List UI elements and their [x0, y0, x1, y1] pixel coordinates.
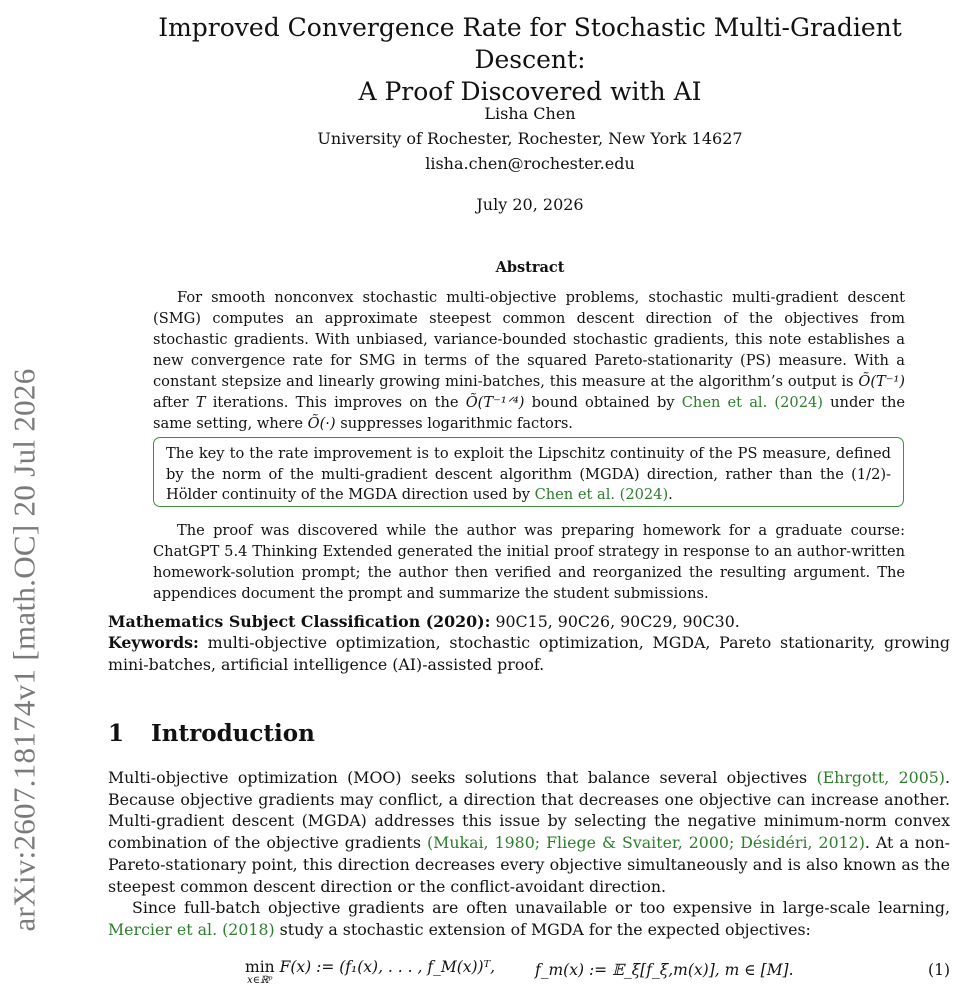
arxiv-id: arXiv:2607.18174v1 [math.OC] 20 Jul 2026: [7, 368, 43, 932]
author-email: lisha.chen@rochester.edu: [425, 154, 635, 173]
intro-text: . At a non-Pareto-stationary point, this direction decreases every objective simultaneously and is also known as the steepest common descent direction or the conflict-avoidant direction.: [108, 833, 950, 896]
rate-improved: Õ(T⁻¹): [858, 373, 905, 390]
citation-link[interactable]: (Ehrgott, 2005): [816, 768, 945, 787]
citation-link[interactable]: Chen et al. (2024): [681, 394, 823, 411]
abstract-text: iterations. This improves on the: [205, 394, 466, 411]
abstract-paragraph-1: [153, 287, 905, 434]
big-o-notation: Õ(·): [307, 415, 336, 432]
iterations-symbol: T: [195, 394, 206, 411]
keywords-label: Keywords:: [108, 633, 199, 652]
author-affiliation: University of Rochester, Rochester, New York 14627: [317, 129, 743, 148]
msc-line: [108, 611, 950, 633]
abstract-text: bound obtained by: [524, 394, 682, 411]
abstract-text: For smooth nonconvex stochastic multi-objective problems, stochastic multi-gradient descent (SMG) computes an approximate steepest common descent direction of the objectives from stochastic gradients. With unbiased, variance-bounded stochastic gradients, this note establishes a new convergence rate for SMG in terms of the squared Pareto-stationarity (PS) measure. With a constant stepsize and linearly growing mini-batches, this measure at the algorithm’s output is: [153, 289, 905, 390]
intro-text: study a stochastic extension of MGDA for the expected objectives:: [274, 919, 811, 939]
equation-1: [108, 958, 950, 998]
key-insight-text: The key to the rate improvement is to exploit the Lipschitz continuity of the PS measure, defined by the norm of the multi-gradient descent algorithm (MGDA) direction, rather than the (1/2)-Hölder continuity of the MGDA direction used by: [166, 445, 891, 503]
equation-rhs: f_m(x) := 𝔼_ξ[f_ξ,m(x)], m ∈ [M].: [535, 961, 794, 979]
keywords-value: multi-objective optimization, stochastic optimization, MGDA, Pareto stationarity, growing mini-batches, artificial intelligence (AI)-assisted proof.: [108, 633, 950, 674]
rate-previous: Õ(T⁻¹ᐟ⁴): [465, 394, 525, 411]
equation-number: (1): [928, 961, 950, 979]
key-insight-text: .: [668, 486, 673, 503]
intro-paragraph-1: [108, 767, 950, 897]
key-insight-box: [153, 437, 904, 507]
keywords-line: [108, 632, 950, 675]
arxiv-sidebar-stamp: [0, 318, 50, 982]
intro-text: Since full-batch objective gradients are often unavailable or too expensive in large-scale learning,: [132, 898, 950, 917]
citation-link[interactable]: (Mukai, 1980; Fliege & Svaiter, 2000; Désidéri, 2012): [427, 833, 865, 853]
abstract-paragraph-2: The proof was discovered while the author was preparing homework for a graduate course: ChatGPT 5.4 Thinking Extended generated the initial proof strategy in response to an author-written homework-solution prompt; the author then verified and reorganized the resulting argument. The appendices document the prompt and summarize the student submissions.: [153, 522, 905, 602]
intro-paragraph-2: [108, 897, 950, 940]
section-number: 1: [108, 720, 125, 747]
intro-text: Multi-objective optimization (MOO) seeks solutions that balance several objectives: [108, 768, 817, 787]
abstract-heading: Abstract: [495, 259, 565, 276]
equation-objective-vector: F(x) := (f₁(x), . . . , f_M(x))ᵀ,: [279, 958, 496, 976]
section-heading: [108, 720, 315, 747]
citation-link[interactable]: Chen et al. (2024): [534, 486, 669, 503]
intro-text: . Because objective gradients may conflict, a direction that decreases one objective can increase another. Multi-gradient descent (MGDA) addresses this issue by selecting the negative minimum-norm convex combination of the objective gradients: [108, 768, 950, 853]
min-operator: [245, 958, 275, 986]
msc-label: Mathematics Subject Classification (2020):: [108, 612, 491, 631]
min-text: min: [245, 958, 275, 976]
citation-link[interactable]: Mercier et al. (2018): [108, 919, 275, 939]
equation-lhs: [245, 958, 495, 986]
msc-value: 90C15, 90C26, 90C29, 90C30.: [490, 612, 740, 631]
author-name: Lisha Chen: [484, 104, 576, 123]
abstract-text: suppresses logarithmic factors.: [335, 415, 573, 432]
min-subscript: x∈ℝᵖ: [247, 975, 273, 986]
section-title: Introduction: [151, 720, 315, 747]
paper-title: [100, 12, 960, 108]
title-line-1: Improved Convergence Rate for Stochastic Multi-Gradient Descent:: [158, 13, 902, 74]
title-line-2: A Proof Discovered with AI: [358, 77, 702, 106]
paper-date: July 20, 2026: [476, 195, 584, 214]
abstract-text: after: [153, 394, 196, 411]
abstract-text: under the same setting, where: [153, 394, 906, 432]
